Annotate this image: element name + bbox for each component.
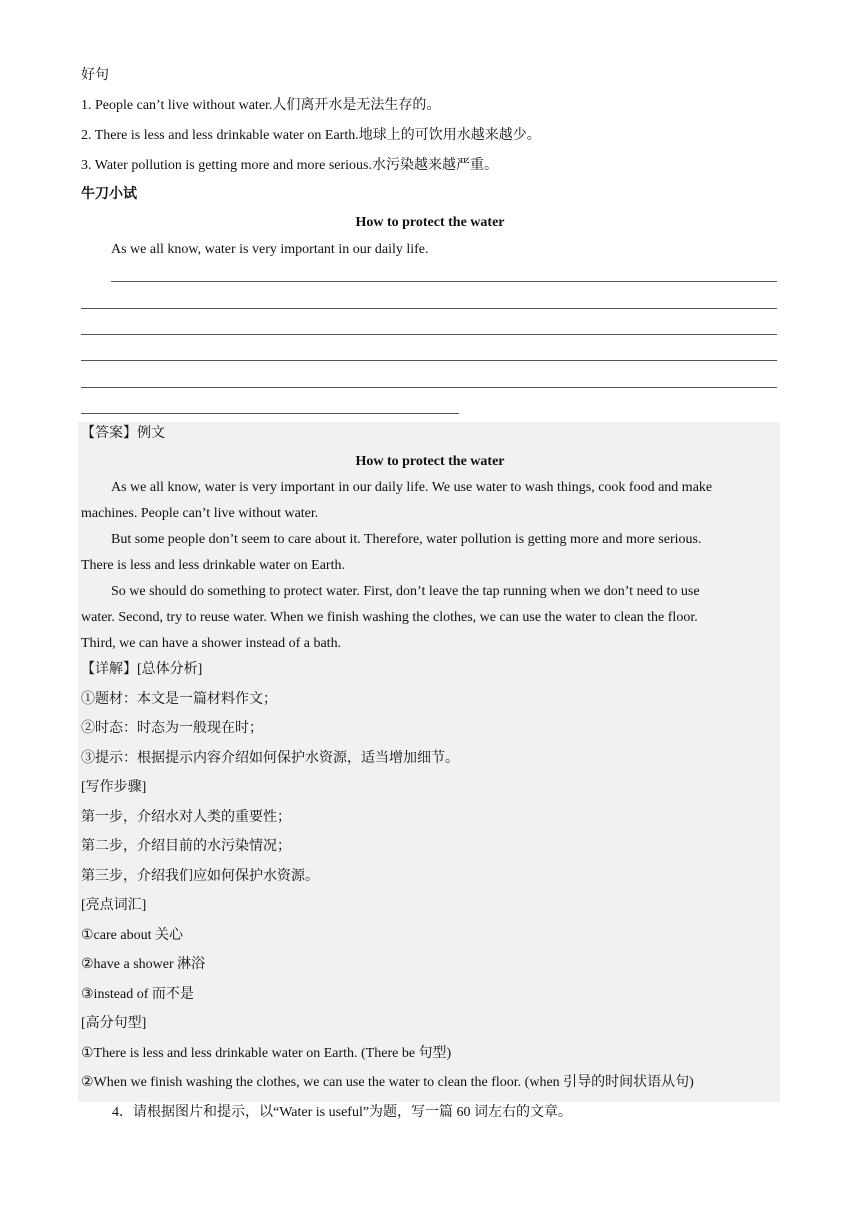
answer-line: But some people don’t seem to care about it. Therefore, water pollution is getting more and more serious. xyxy=(111,532,702,547)
writing-line xyxy=(81,413,459,414)
analysis-heading: 【详解】[总体分析] xyxy=(81,662,203,677)
sentence-item: ①There is less and less drinkable water on Earth. (There be 句型) xyxy=(81,1046,452,1061)
answer-line: There is less and less drinkable water on Earth. xyxy=(81,558,345,573)
vocab-heading: [亮点词汇] xyxy=(81,898,147,913)
sentence-heading: [高分句型] xyxy=(81,1016,147,1031)
writing-line xyxy=(81,334,777,335)
practice-title: How to protect the water xyxy=(355,215,505,230)
good-sentence-3: 3. Water pollution is getting more and more serious.水污染越来越严重。 xyxy=(81,158,499,173)
analysis-item: ①题材：本文是一篇材料作文； xyxy=(81,692,277,707)
answer-label: 【答案】例文 xyxy=(81,426,165,441)
sentence-item: ②When we finish washing the clothes, we can use the water to clean the floor. (when 引导的时间状语从句) xyxy=(81,1075,694,1090)
steps-heading: [写作步骤] xyxy=(81,780,147,795)
next-task-prompt: 4．请根据图片和提示，以“Water is useful”为题，写一篇 60 词左右的文章。 xyxy=(112,1105,573,1120)
writing-line xyxy=(111,281,777,282)
step-item: 第三步，介绍我们应如何保护水资源。 xyxy=(81,869,319,884)
good-sentence-1: 1. People can’t live without water.人们离开水是无法生存的。 xyxy=(81,98,441,113)
writing-line xyxy=(81,308,777,309)
good-sentence-2: 2. There is less and less drinkable water on Earth.地球上的可饮用水越来越少。 xyxy=(81,128,541,143)
practice-heading: 牛刀小试 xyxy=(81,187,137,202)
vocab-item: ③instead of 而不是 xyxy=(81,987,194,1002)
answer-title: How to protect the water xyxy=(355,454,505,469)
good-sentences-heading: 好句 xyxy=(81,68,109,83)
analysis-item: ③提示：根据提示内容介绍如何保护水资源，适当增加细节。 xyxy=(81,751,459,766)
writing-line xyxy=(81,387,777,388)
writing-line xyxy=(81,360,777,361)
practice-opening: As we all know, water is very important in our daily life. xyxy=(111,242,429,257)
answer-line: machines. People can’t live without water. xyxy=(81,506,319,521)
analysis-item: ②时态：时态为一般现在时； xyxy=(81,721,263,736)
vocab-item: ②have a shower 淋浴 xyxy=(81,957,206,972)
answer-line: water. Second, try to reuse water. When we finish washing the clothes, we can use the water to clean the floor. xyxy=(81,610,698,625)
step-item: 第一步，介绍水对人类的重要性； xyxy=(81,810,291,825)
answer-line: As we all know, water is very important in our daily life. We use water to wash things, cook food and make xyxy=(111,480,713,495)
answer-line: Third, we can have a shower instead of a bath. xyxy=(81,636,342,651)
step-item: 第二步，介绍目前的水污染情况； xyxy=(81,839,291,854)
vocab-item: ①care about 关心 xyxy=(81,928,183,943)
answer-line: So we should do something to protect water. First, don’t leave the tap running when we don’t need to use xyxy=(111,584,700,599)
